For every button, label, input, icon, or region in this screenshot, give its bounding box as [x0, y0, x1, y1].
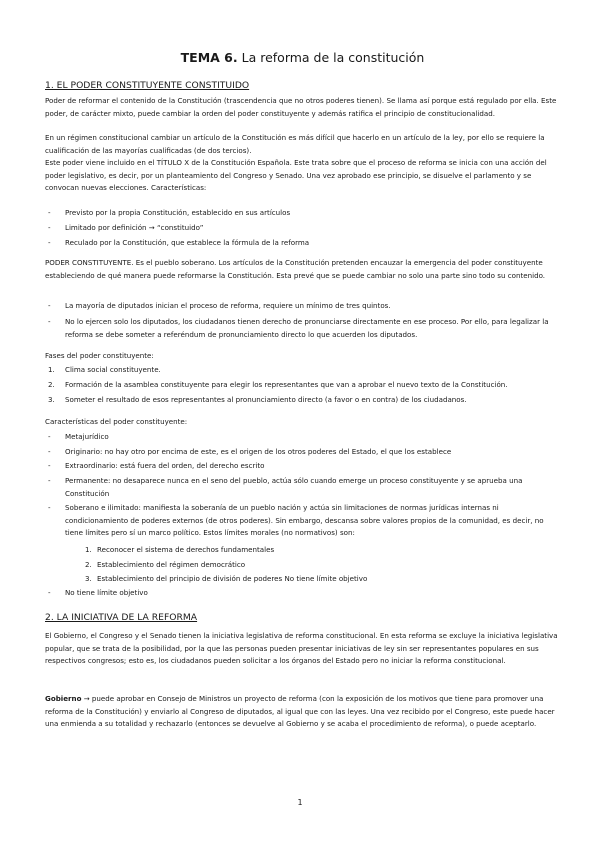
section-1-heading: 1. EL PODER CONSTITUYENTE CONSTITUIDO — [45, 80, 250, 91]
page-number: 1 — [297, 798, 303, 807]
list-item: - Reculado por la Constitución, que establece la fórmula de la reforma — [48, 238, 310, 247]
s1-paragraph-1: Poder de reformar el contenido de la Constitución (trascendencia que no otros poderes tienen). Se llama así porque está regulado por ella. Este poder, de carácter mixto, puede cambiar la orden del poder constituyente y además ratifica el principio de constitucionalidad. — [45, 96, 557, 118]
section-2-heading: 2. LA INICIATIVA DE LA REFORMA — [45, 612, 198, 623]
list-item: - Permanente: no desaparece nunca en el seno del pueblo, actúa sólo cuando emerge un proceso constituyente y se aprueba una Constitución — [48, 476, 523, 498]
list-item: - No lo ejercen solo los diputados, los ciudadanos tienen derecho de pronunciarse directamente en ese proceso. Por ello, para legalizar la reforma se debe someter a referéndum de pronunciamiento directo lo que acuerden los diputados. — [48, 317, 549, 339]
list-item: - La mayoría de diputados inician el proceso de reforma, requiere un mínimo de tres quintos. — [48, 301, 391, 310]
page-title — [45, 50, 560, 65]
fases-label: Fases del poder constituyente: — [45, 351, 154, 360]
list-item: 3. Establecimiento del principio de división de poderes No tiene límite objetivo — [85, 574, 368, 583]
list-item: - Originario: no hay otro por encima de este, es el origen de los otros poderes del Estado, el que los establece — [48, 447, 452, 456]
title-bold: TEMA 6. — [180, 50, 238, 65]
list-item: - Previsto por la propia Constitución, establecido en sus artículos — [48, 208, 291, 217]
list-item: - Soberano e ilimitado: manifiesta la soberanía de un pueblo nación y actúa sin limitaciones de normas jurídicas internas ni condicionamiento de poderes externos (de otros poderes). Sin embargo, descansa sobre valores propios de la comunidad, es decir, no tiene límites pero sí un marco político. Estos límites morales (no normativos) son: — [48, 503, 544, 537]
s2-paragraph-1: El Gobierno, el Congreso y el Senado tienen la iniciativa legislativa de reforma constitucional. En esta reforma se excluye la iniciativa legislativa popular, que se trata de la posibilidad, por la que las personas pueden presentar iniciativas de ley sin ser representantes populares en sus respectivos congresos; esto es, los ciudadanos pueden solicitar a los órganos del Estado pero no iniciar la reforma constitucional. — [45, 631, 558, 665]
list-item: 3. Someter el resultado de esos representantes al pronunciamiento directo (a favor o en contra) de los ciudadanos. — [48, 395, 467, 404]
s1-paragraph-4: PODER CONSTITUYENTE. Es el pueblo soberano. Los artículos de la Constitución pretenden encauzar la emergencia del poder constituyente estableciendo de qué manera puede reformarse la Constitución. Esta prevé que se puede cambiar no solo una parte sino todo su contenido. — [45, 258, 546, 280]
s2-paragraph-2: Gobierno → puede aprobar en Consejo de Ministros un proyecto de reforma (con la exposición de los motivos que tiene para promover una reforma de la Constitución) y enviarlo al Congreso de diputados, al igual que con las leyes. Una vez recibido por el Congreso, este puede hacer una enmienda a su totalidad y rechazarlo (entonces se devuelve al Gobierno y se acaba el procedimiento de reforma), o puede aceptarlo. — [45, 694, 555, 728]
caracteristicas-label: Características del poder constituyente: — [45, 417, 188, 426]
list-item: - Limitado por definición → “constituido” — [48, 223, 204, 232]
list-item: - Metajurídico — [48, 432, 109, 441]
list-item: 2. Formación de la asamblea constituyente para elegir los representantes que van a aprobar el nuevo texto de la Constitución. — [48, 380, 508, 389]
list-item: - Extraordinario: está fuera del orden, del derecho escrito — [48, 461, 265, 470]
list-item: 1. Reconocer el sistema de derechos fundamentales — [85, 545, 275, 554]
gobierno-term: Gobierno — [45, 694, 82, 703]
list-item: 2. Establecimiento del régimen democrático — [85, 560, 246, 569]
list-item: - No tiene límite objetivo — [48, 588, 148, 597]
s1-paragraph-3: Este poder viene incluido en el TÍTULO X de la Constitución Española. Este trata sobre que el proceso de reforma se inicia con una acción del poder legislativo, es decir, por un planteamiento del Congreso y Senado. Una vez aprobado ese principio, se disuelve el parlamento y se convocan nuevas elecciones. Características: — [45, 158, 547, 192]
s1-paragraph-2: En un régimen constitucional cambiar un artículo de la Constitución es más difícil que hacerlo en un artículo de la ley, por ello se requiere la cualificación de las mayorías cualificadas (de dos tercios). — [45, 133, 545, 155]
title-rest: La reforma de la constitución — [237, 50, 425, 65]
list-item: 1. Clima social constituyente. — [48, 365, 161, 374]
